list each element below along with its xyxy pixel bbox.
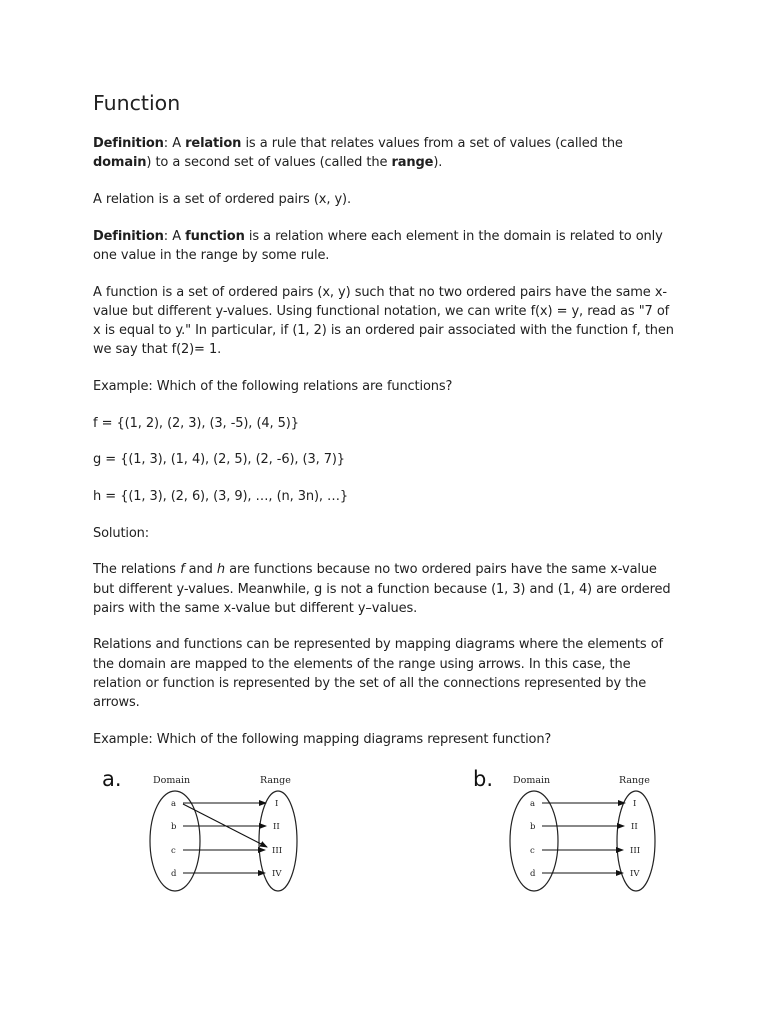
term-function: function [185, 228, 245, 244]
set-h: h = {(1, 3), (2, 6), (3, 9), …, (n, 3n), …} [93, 488, 349, 504]
document-body [93, 90, 678, 766]
set-f: f = {(1, 2), (2, 3), (3, -5), (4, 5)} [93, 415, 299, 431]
range-header: Range [260, 775, 291, 786]
domain-element: d [171, 869, 177, 879]
text-run: : A [163, 228, 186, 244]
range-element: III [630, 846, 641, 856]
range-element: I [633, 799, 637, 809]
solution-label: Solution: [93, 525, 149, 541]
var-h: h [216, 562, 225, 578]
text-run: The relations [93, 562, 181, 578]
definition-relation [93, 134, 678, 172]
mapping-diagram-b-figure [470, 767, 680, 892]
text-run: : A [163, 136, 186, 151]
domain-element: d [530, 869, 536, 879]
text-run: is a relation where each element in the domain is related to only one value in the range by some rule. [93, 228, 663, 263]
paragraph-ordered-pairs: A relation is a set of ordered pairs (x, y). [93, 191, 351, 207]
domain-element: a [171, 799, 177, 809]
text-run: are functions because no two ordered pairs have the same x-value but different y-values. Meanwhile, g is not a function because (1, 3) and (1, 4) are ordered pairs with the same x-value but different y–values. [93, 562, 671, 616]
range-element: II [273, 822, 280, 832]
term-domain: domain [93, 155, 147, 171]
diagram-label: b. [473, 767, 494, 791]
solution-text [93, 560, 678, 618]
range-element: IV [272, 869, 282, 879]
set-g: g = {(1, 3), (1, 4), (2, 5), (2, -6), (3, 7)} [93, 452, 345, 468]
domain-header: Domain [513, 775, 551, 786]
range-element: IV [630, 869, 640, 879]
range-element: I [275, 799, 279, 809]
diagram-label: a. [102, 767, 122, 791]
range-header: Range [619, 775, 650, 786]
text-run: ). [433, 155, 443, 171]
mapping-diagram-a-figure [100, 767, 310, 892]
paragraph-function-pairs: A function is a set of ordered pairs (x, y) such that no two ordered pairs have the same x-value but different y-values. Using functional notation, we can write f(x) = y, read as "7 of x is equal to y." In particular, if (1, 2) is an ordered pair associated with the function f, then we say that f(2)= 1. [93, 284, 674, 358]
definition-label: Definition [93, 228, 164, 244]
term-relation: relation [185, 136, 242, 151]
text-run: is a rule that relates values from a set of values (called the [241, 136, 623, 151]
definition-function [93, 227, 678, 265]
mapping-diagram-a [100, 767, 310, 892]
page-title: Function [93, 91, 181, 115]
definition-label: Definition [93, 136, 164, 151]
text-run: and [184, 562, 217, 578]
mapping-diagram-b [470, 767, 680, 892]
domain-element: c [171, 846, 176, 856]
domain-element: b [171, 822, 177, 832]
range-element: II [631, 822, 638, 832]
domain-element: a [530, 799, 536, 809]
text-run: ) to a second set of values (called the [146, 155, 392, 171]
range-element: III [272, 846, 283, 856]
domain-element: b [530, 822, 536, 832]
paragraph-mapping: Relations and functions can be represented by mapping diagrams where the elements of the domain are mapped to the elements of the range using arrows. In this case, the relation or function is represented by the set of all the connections represented by the arrows. [93, 637, 663, 711]
example-relations: Example: Which of the following relations are functions? [93, 378, 453, 394]
domain-element: c [530, 846, 535, 856]
var-f: f [180, 562, 185, 578]
example-mapping: Example: Which of the following mapping diagrams represent function? [93, 731, 552, 747]
domain-header: Domain [153, 775, 191, 786]
term-range: range [391, 155, 434, 171]
